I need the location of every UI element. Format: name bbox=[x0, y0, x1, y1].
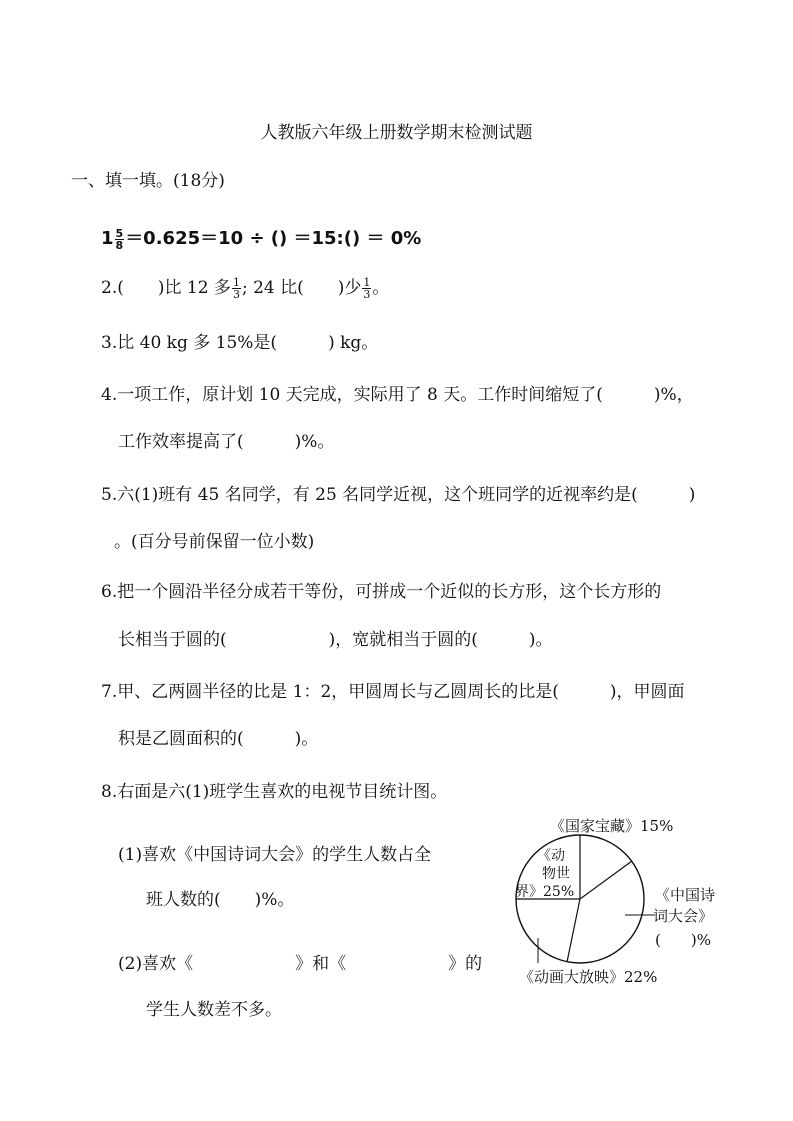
q2-part2: ; 24 比( )少 bbox=[241, 278, 362, 298]
question-8-sub2-line-1: (2)喜欢《 》和《 》的 bbox=[118, 954, 483, 974]
question-8-sub1-line-2: 班人数的( )%。 bbox=[146, 890, 295, 910]
question-5-line-1: 5.六(1)班有 45 名同学，有 25 名同学近视，这个班同学的近视率约是( ) bbox=[101, 485, 696, 505]
question-6-line-2: 长相当于圆的( )，宽就相当于圆的( )。 bbox=[118, 630, 553, 650]
question-4-line-2: 工作效率提高了( )%。 bbox=[118, 432, 335, 452]
q1-rest: ＝0.625＝10 ÷ () ＝15:() ＝ 0% bbox=[125, 228, 422, 249]
label-dongwu-2: 物世 bbox=[542, 866, 570, 882]
question-2 bbox=[101, 273, 389, 300]
question-8-sub1-line-1: (1)喜欢《中国诗词大会》的学生人数占全 bbox=[118, 845, 432, 865]
label-dongwu-1: 《动 bbox=[537, 848, 565, 864]
pie-chart bbox=[505, 806, 737, 992]
label-donghua: 《动画大放映》22% bbox=[519, 968, 658, 986]
q2-frac2-den: 3 bbox=[363, 288, 371, 301]
question-1 bbox=[101, 224, 421, 251]
q2-frac2-num: 1 bbox=[363, 276, 371, 289]
question-4-line-1: 4.一项工作，原计划 10 天完成，实际用了 8 天。工作时间缩短了( )%， bbox=[101, 385, 694, 405]
label-guobao: 《国家宝藏》15% bbox=[550, 817, 674, 835]
q1-frac-num: 5 bbox=[115, 226, 124, 240]
section-heading: 一、填一填。(18分) bbox=[71, 171, 225, 191]
question-6-line-1: 6.把一个圆沿半径分成若干等份，可拼成一个近似的长方形，这个长方形的 bbox=[101, 582, 662, 602]
page-title: 人教版六年级上册数学期末检测试题 bbox=[260, 123, 533, 143]
label-dongwu-3: 界》25% bbox=[515, 884, 575, 900]
question-3: 3.比 40 kg 多 15%是( ) kg。 bbox=[101, 333, 379, 353]
slice-divider-2 bbox=[580, 861, 632, 899]
label-shici-2: 词大会》 bbox=[653, 907, 714, 925]
q2-part3: 。 bbox=[372, 278, 390, 298]
slice-divider-3 bbox=[567, 899, 580, 962]
question-7-line-1: 7.甲、乙两圆半径的比是 1：2，甲圆周长与乙圆周长的比是( )，甲圆面 bbox=[101, 682, 685, 702]
question-5-line-2: 。(百分号前保留一位小数) bbox=[114, 532, 315, 552]
label-shici-1: 《中国诗 bbox=[655, 886, 716, 904]
label-shici-3: ( )% bbox=[655, 931, 711, 949]
q2-fraction-1 bbox=[232, 277, 241, 300]
q2-frac1-num: 1 bbox=[232, 276, 240, 289]
question-8-intro: 8.右面是六(1)班学生喜欢的电视节目统计图。 bbox=[101, 782, 448, 802]
question-8-sub2-line-2: 学生人数差不多。 bbox=[146, 1000, 282, 1020]
q1-prefix: 1 bbox=[101, 228, 114, 249]
q2-part1: 2.( )比 12 多 bbox=[101, 278, 231, 298]
question-7-line-2: 积是乙圆面积的( )。 bbox=[118, 729, 319, 749]
q2-frac1-den: 3 bbox=[232, 288, 240, 301]
q1-fraction bbox=[115, 228, 125, 251]
q1-frac-den: 8 bbox=[115, 238, 124, 252]
q2-fraction-2 bbox=[362, 277, 371, 300]
